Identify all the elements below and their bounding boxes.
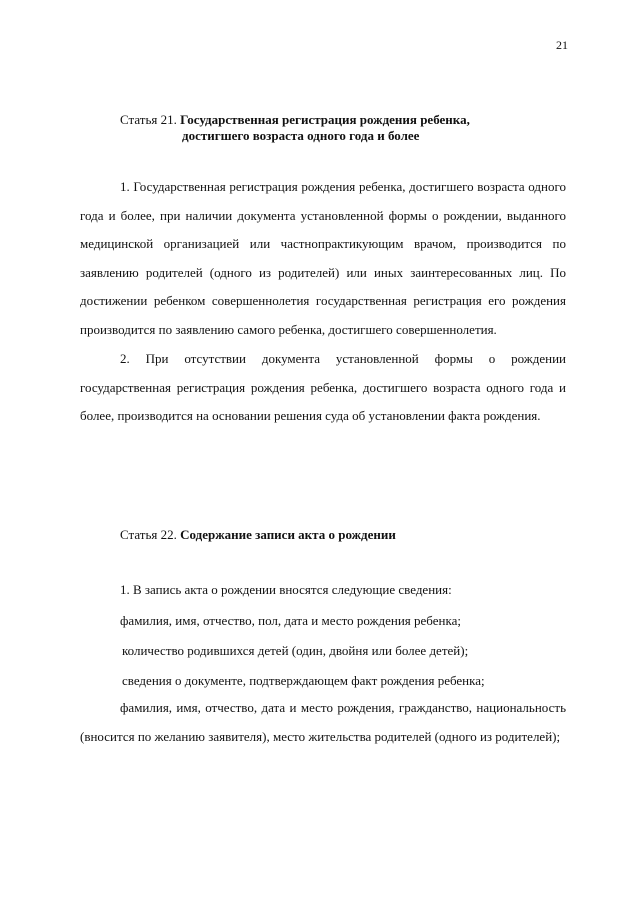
article-21-title-line2: достигшего возраста одного года и более: [182, 128, 420, 143]
article-22-item-1: 1. В запись акта о рождении вносятся следующие сведения:: [120, 582, 452, 597]
article-22-heading: [120, 527, 540, 543]
article-22-item-3: количество родившихся детей (один, двойня или более детей);: [122, 643, 469, 658]
article-21-title-line1: Государственная регистрация рождения ребенка,: [180, 112, 470, 127]
article-22-label: Статья 22.: [120, 527, 177, 542]
article-22-title: Содержание записи акта о рождении: [180, 527, 396, 542]
article-21-paragraph-1: 1. Государственная регистрация рождения ребенка, достигшего возраста одного года и более, при наличии документа установленной формы о рождении, выданного медицинской организацией или частнопрактикующим врачом, производится по заявлению родителей (одного из родителей) или иных заинтересованных лиц. По достижении ребенком совершеннолетия государственная регистрация его рождения производится по заявлению самого ребенка, достигшего совершеннолетия.: [80, 179, 566, 337]
page-number: 21: [556, 38, 568, 52]
article-21-paragraph-2: 2. При отсутствии документа установленной формы о рождении государственная регистрация рождения ребенка, достигшего возраста одного года и более, производится на основании решения суда об установлении факта рождения.: [80, 351, 566, 424]
article-22-item-2: фамилия, имя, отчество, пол, дата и место рождения ребенка;: [120, 613, 461, 628]
article-22-item-4: сведения о документе, подтверждающем факт рождения ребенка;: [122, 673, 485, 688]
article-21-heading: [120, 112, 540, 144]
article-21-label: Статья 21.: [120, 112, 177, 127]
article-22-item-5: фамилия, имя, отчество, дата и место рождения, гражданство, национальность (вносится по желанию заявителя), место жительства родителей (одного из родителей);: [80, 700, 566, 744]
